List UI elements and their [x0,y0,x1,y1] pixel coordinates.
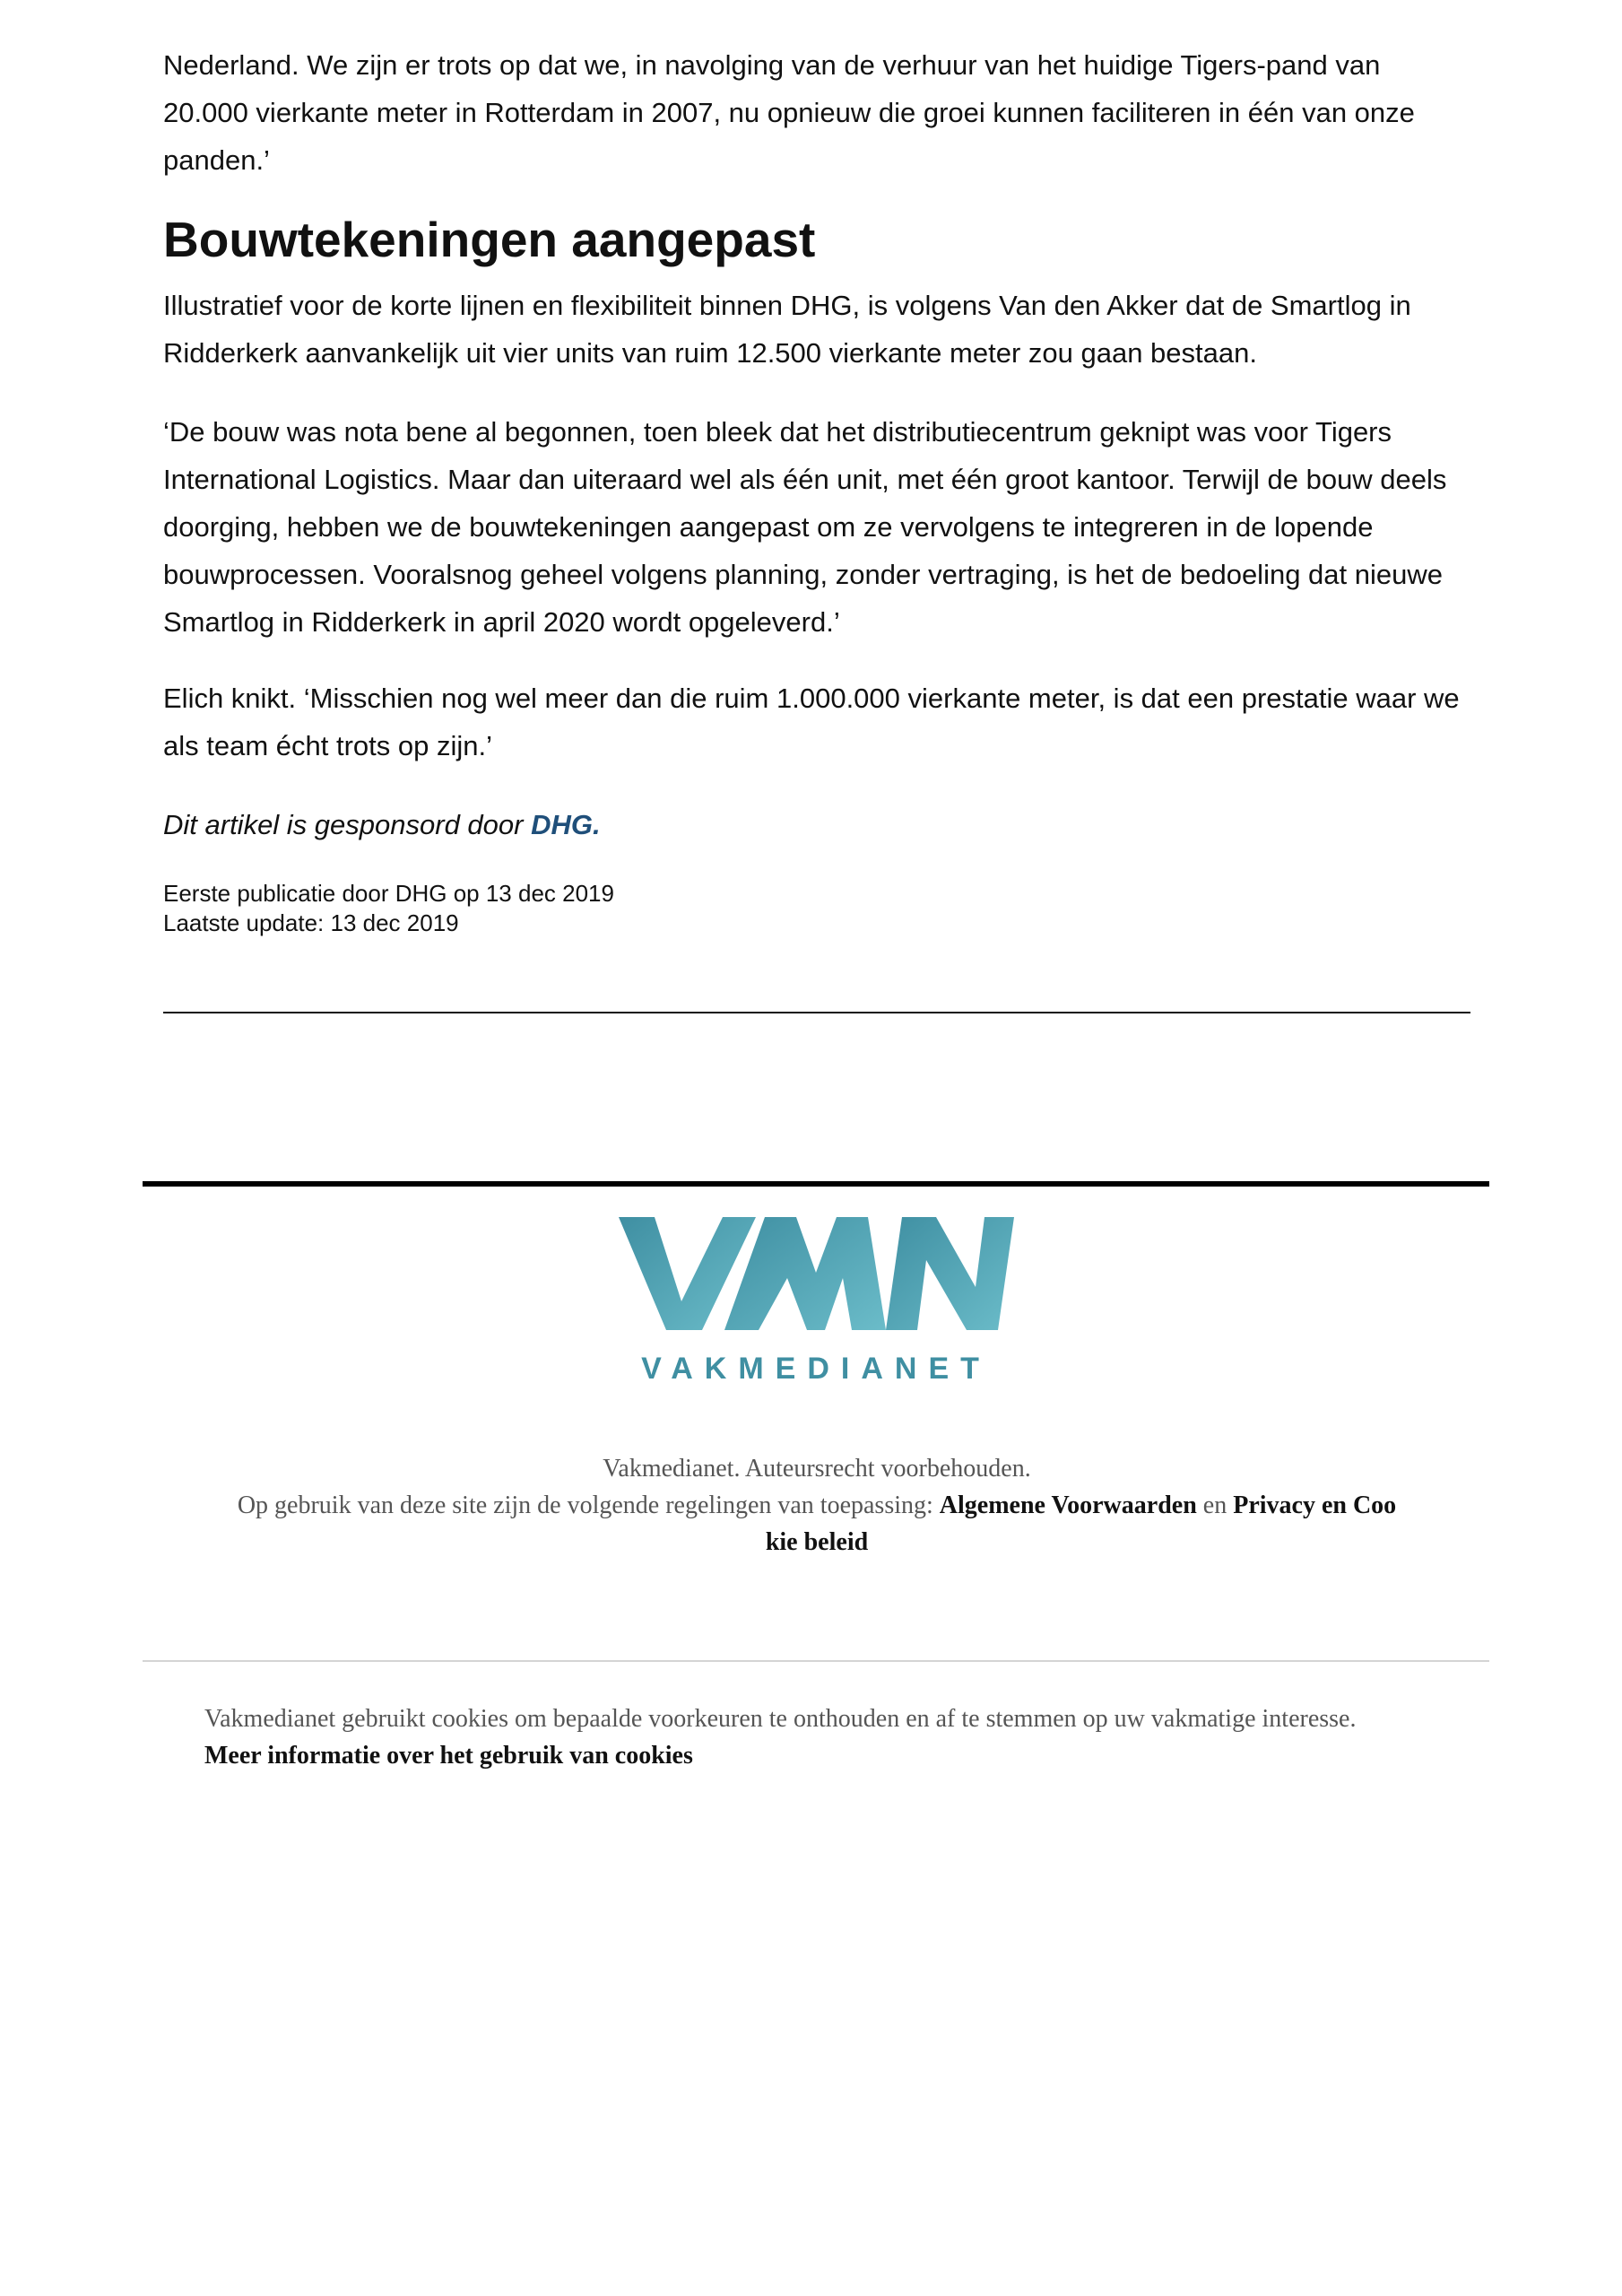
privacy-line [163,1524,1470,1561]
first-published: Eerste publicatie door DHG op 13 dec 2019 [163,880,614,907]
cookie-divider [143,1660,1489,1662]
cookie-info-link[interactable]: Meer informatie over het gebruik van cookies [204,1742,693,1770]
section-heading: Bouwtekeningen aangepast [163,212,816,267]
last-update: Laatste update: 13 dec 2019 [163,909,459,936]
terms-link[interactable]: Algemene Voorwaarden [939,1492,1197,1519]
publication-info [163,879,614,938]
intro-paragraph-end: Nederland. We zijn er trots op dat we, in navolging van de verhuur van het huidige Tigers-pand van 20.000 vierkante meter in Rotterdam in 2007, nu opnieuw die groei kunnen faciliteren in één van onze panden.’ [163,49,1415,176]
footer-legal [163,1450,1470,1561]
paragraph-2: ‘De bouw was nota bene al begonnen, toen bleek dat het distributiecentrum geknipt was voor Tigers International Logistics. Maar dan uiteraard wel als één unit, met één groot kantoor. Terwijl de bouw deels doorging, hebben we de bouwtekeningen aangepast om ze vervolgens te integreren in de lopende bouwprocessen. Vooralsnog geheel volgens planning, zonder vertraging, is het de bedoeling dat nieuwe Smartlog in Ridderkerk in april 2020 wordt opgeleverd.’ [163,416,1447,638]
sponsor-line [163,801,1472,848]
privacy-link[interactable]: Privacy en Coo [1233,1492,1397,1519]
logo-wordmark: VAKMEDIANET [641,1352,991,1386]
sponsor-link[interactable]: DHG. [531,809,601,840]
vmn-logo-mark [619,1217,1014,1330]
privacy-link-cont[interactable]: kie beleid [765,1528,869,1556]
paragraph-1: Illustratief voor de korte lijnen en flexibiliteit binnen DHG, is volgens Van den Akker dat de Smartlog in Ridderkerk aanvankelijk uit vier units van ruim 12.500 vierkante meter zou gaan bestaan. [163,290,1411,369]
terms-line [163,1487,1470,1524]
cookie-notice [204,1700,1370,1774]
vakmedianet-logo[interactable] [617,1215,1016,1386]
paragraph-3: Elich knikt. ‘Misschien nog wel meer dan die ruim 1.000.000 vierkante meter, is dat een prestatie waar we als team écht trots op zijn.’ [163,683,1460,761]
footer-top-border [143,1181,1489,1187]
article-divider [163,1012,1470,1013]
terms-prefix: Op gebruik van deze site zijn de volgende regelingen van toepassing: [237,1492,940,1519]
cookie-text: Vakmedianet gebruikt cookies om bepaalde voorkeuren te onthouden en af te stemmen op uw vakmatige interesse. [204,1705,1357,1733]
copyright-notice: Vakmedianet. Auteursrecht voorbehouden. [603,1455,1031,1483]
terms-joiner: en [1196,1492,1234,1519]
sponsor-text: Dit artikel is gesponsord door [163,809,532,840]
